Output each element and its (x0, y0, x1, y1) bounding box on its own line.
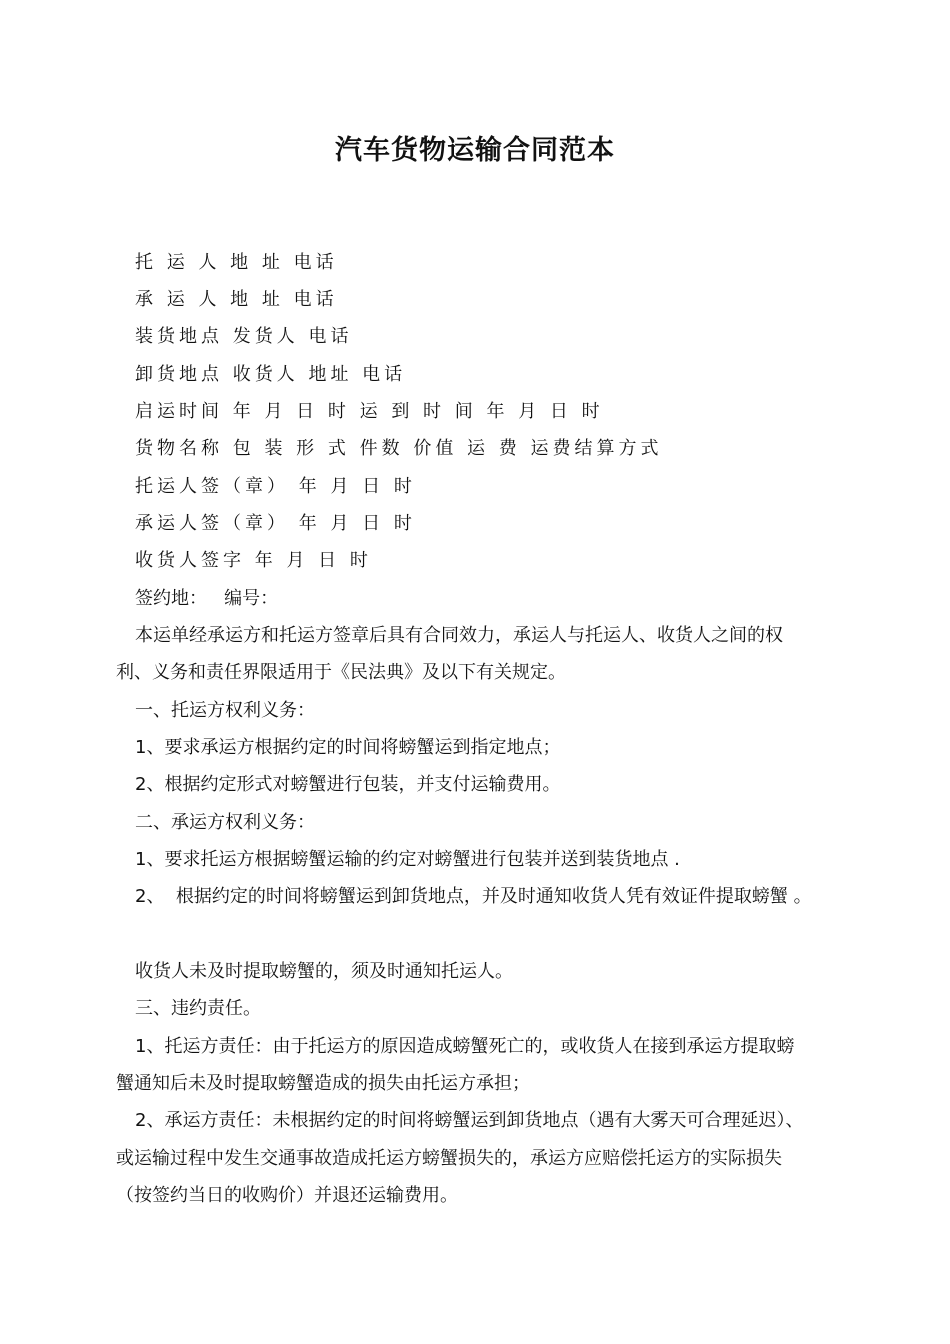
section-heading-liability: 三、违约责任。 (135, 998, 261, 1019)
unloading-place-line: 卸货地点 收货人 地址 电话 (135, 364, 407, 385)
consignee-signature-line: 收货人签字 年 月 日 时 (135, 550, 372, 571)
loading-place-line: 装货地点 发货人 电话 (135, 326, 353, 347)
signing-place-number-line: 签约地： 编号： (135, 588, 279, 609)
section-heading-shipper-rights: 一、托运方权利义务： (135, 700, 315, 721)
liability-clause-2-line-1: 2、承运方责任：未根据约定的时间将螃蟹运到卸货地点（遇有大雾天可合理延迟）、 (135, 1110, 804, 1131)
intro-paragraph-line-1: 本运单经承运方和托运方签章后具有合同效力，承运人与托运人、收货人之间的权 (135, 625, 783, 646)
shipper-signature-line: 托运人签（章） 年 月 日 时 (135, 476, 416, 497)
document-title: 汽车货物运输合同范本 (335, 135, 615, 166)
liability-clause-2-line-3: （按签约当日的收购价）并退还运输费用。 (116, 1185, 458, 1206)
liability-clause-2-line-2: 或运输过程中发生交通事故造成托运方螃蟹损失的，承运方应赔偿托运方的实际损失 (116, 1148, 782, 1169)
carrier-address-phone-line: 承 运 人 地 址 电话 (135, 289, 338, 310)
carrier-clause-1: 1、要求托运方根据螃蟹运输的约定对螃蟹进行包装并送到装货地点 . (135, 849, 680, 870)
intro-paragraph-line-2: 利、义务和责任界限适用于《民法典》及以下有关规定。 (116, 662, 566, 683)
shipping-time-line: 启运时间 年 月 日 时 运 到 时 间 年 月 日 时 (135, 401, 604, 422)
shipper-address-phone-line: 托 运 人 地 址 电话 (135, 252, 338, 273)
consignee-notice-line: 收货人未及时提取螃蟹的，须及时通知托运人。 (135, 961, 513, 982)
shipper-clause-1: 1、要求承运方根据约定的时间将螃蟹运到指定地点； (135, 737, 561, 758)
carrier-clause-2: 2、 根据约定的时间将螃蟹运到卸货地点，并及时通知收货人凭有效证件提取螃蟹 。 (135, 886, 812, 907)
shipper-clause-2: 2、根据约定形式对螃蟹进行包装，并支付运输费用。 (135, 774, 561, 795)
section-heading-carrier-rights: 二、承运方权利义务： (135, 812, 315, 833)
liability-clause-1-line-1: 1、托运方责任：由于托运方的原因造成螃蟹死亡的，或收货人在接到承运方提取螃 (135, 1036, 795, 1057)
goods-info-line: 货物名称 包 装 形 式 件数 价值 运 费 运费结算方式 (135, 438, 663, 459)
liability-clause-1-line-2: 蟹通知后未及时提取螃蟹造成的损失由托运方承担； (116, 1073, 530, 1094)
carrier-signature-line: 承运人签（章） 年 月 日 时 (135, 513, 416, 534)
